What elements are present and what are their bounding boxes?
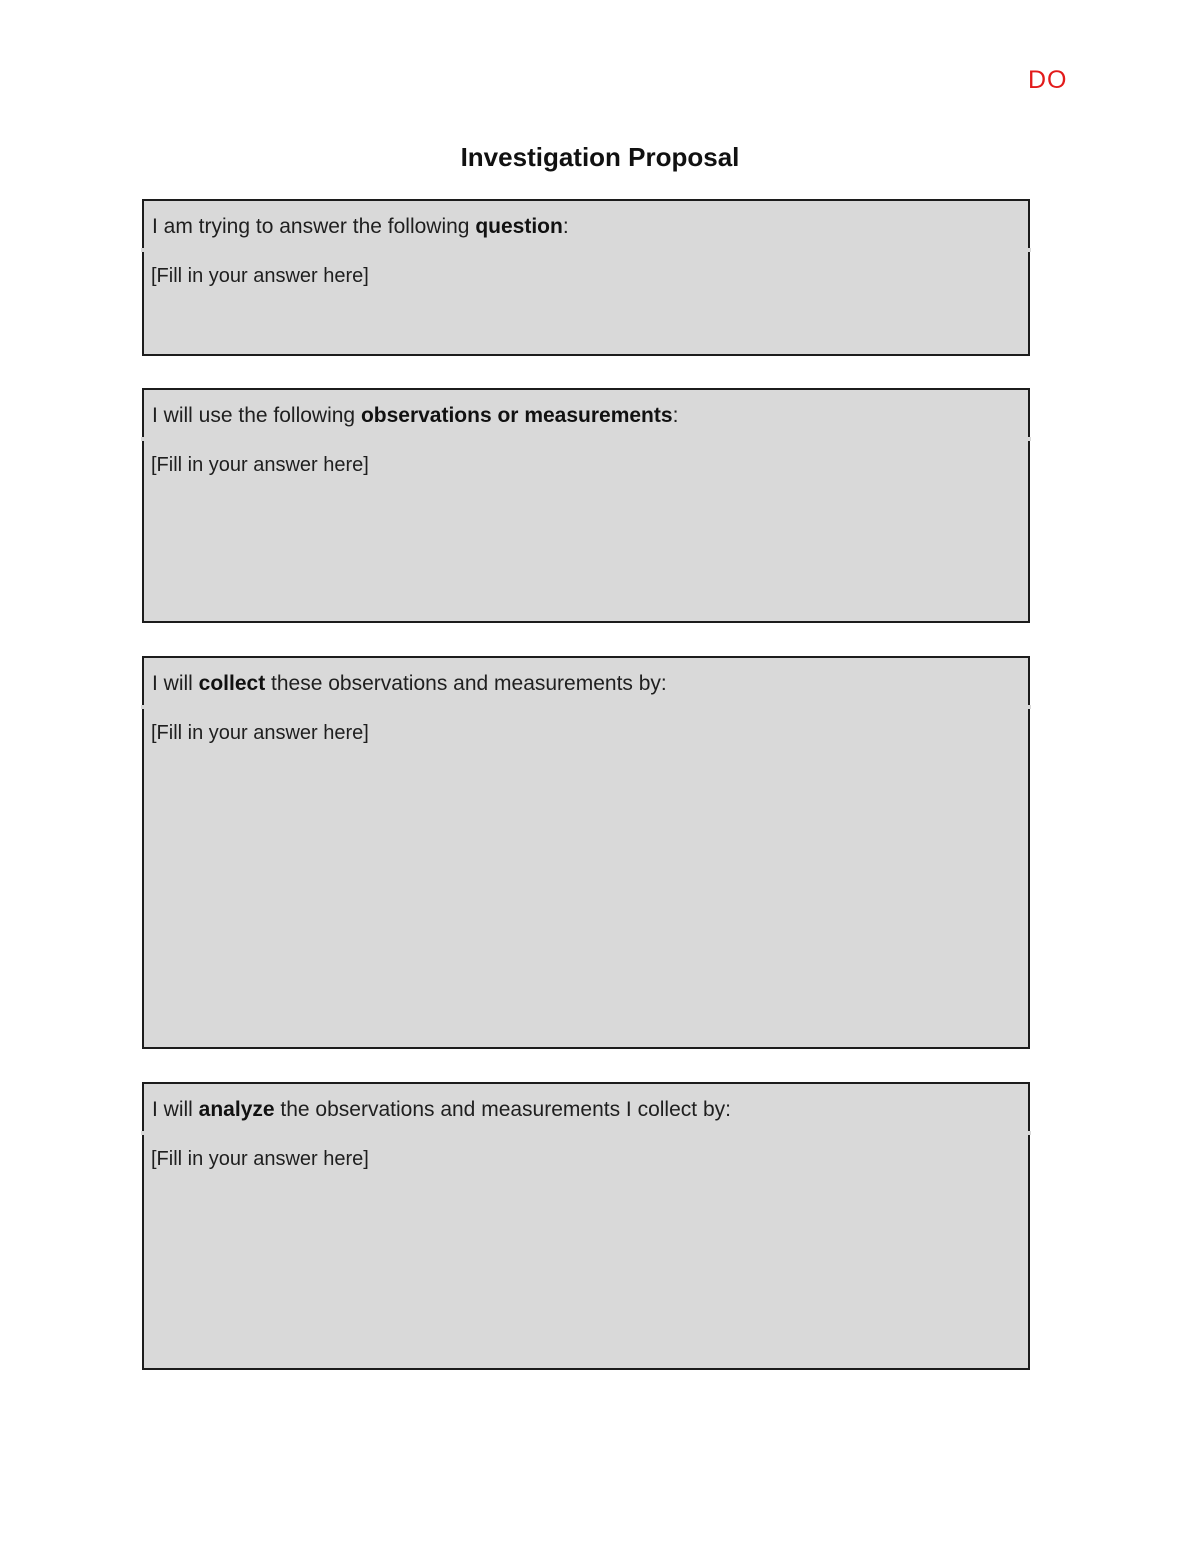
analyze-prompt: I will analyze the observations and measurements I collect by: (152, 1098, 731, 1121)
question-prompt: I am trying to answer the following question: (152, 215, 569, 238)
collect-box (142, 656, 1030, 1049)
observations-answer-field[interactable]: [Fill in your answer here] (151, 454, 369, 476)
analyze-answer-field[interactable]: [Fill in your answer here] (151, 1148, 369, 1170)
corner-mark: DO (1028, 66, 1068, 94)
collect-answer-field[interactable]: [Fill in your answer here] (151, 722, 369, 744)
question-box (142, 199, 1030, 356)
question-answer-field[interactable]: [Fill in your answer here] (151, 265, 369, 287)
observations-box (142, 388, 1030, 623)
analyze-box (142, 1082, 1030, 1370)
collect-prompt: I will collect these observations and measurements by: (152, 672, 667, 695)
observations-prompt: I will use the following observations or measurements: (152, 404, 679, 427)
page-title: Investigation Proposal (460, 142, 740, 172)
